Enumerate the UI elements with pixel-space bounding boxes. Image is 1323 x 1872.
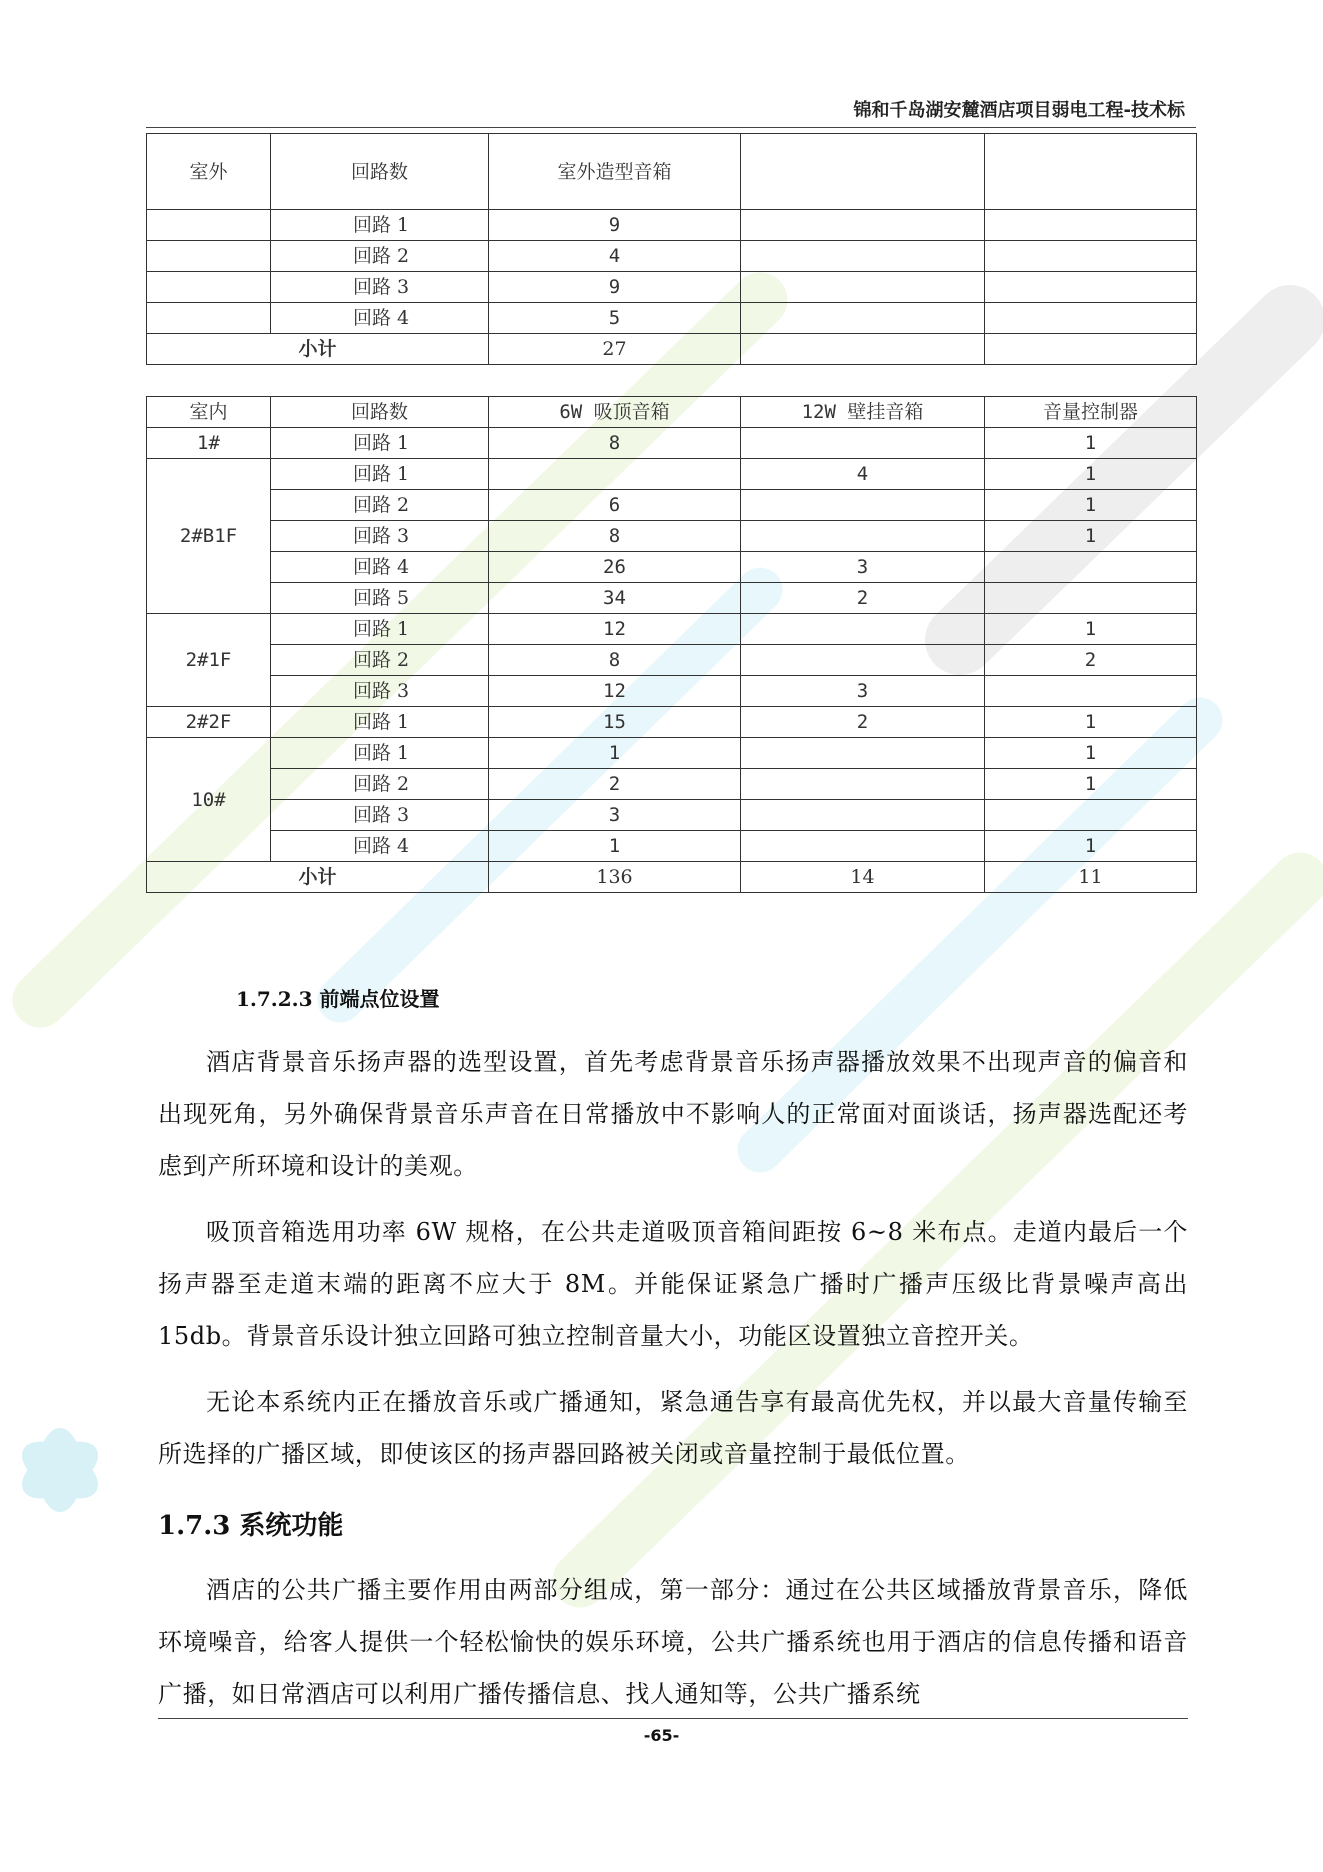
wall-speaker-cell <box>741 490 985 521</box>
area-cell: 10# <box>147 738 271 862</box>
table-row <box>147 241 1197 272</box>
table-row <box>147 459 1197 490</box>
page-number: -65- <box>643 1726 680 1745</box>
volume-controller-cell <box>985 583 1197 614</box>
header-cell: 室外造型音箱 <box>489 134 741 210</box>
wall-speaker-cell: 4 <box>741 459 985 490</box>
area-cell <box>147 241 271 272</box>
wall-speaker-cell: 2 <box>741 583 985 614</box>
empty-cell <box>741 272 985 303</box>
circuit-cell: 回路 1 <box>271 210 489 241</box>
table-row <box>147 272 1197 303</box>
circuit-cell: 回路 5 <box>271 583 489 614</box>
wall-speaker-cell <box>741 831 985 862</box>
ceiling-speaker-cell: 12 <box>489 614 741 645</box>
area-cell <box>147 210 271 241</box>
header-cell: 6W 吸顶音箱 <box>489 397 741 428</box>
volume-controller-cell <box>985 552 1197 583</box>
subtotal-row <box>147 862 1197 893</box>
table-row <box>147 303 1197 334</box>
volume-controller-cell <box>985 800 1197 831</box>
subtotal-wall: 14 <box>741 862 985 893</box>
circuit-cell: 回路 2 <box>271 645 489 676</box>
area-cell <box>147 303 271 334</box>
table-row <box>147 738 1197 769</box>
outdoor-speaker-table <box>146 133 1197 365</box>
volume-controller-cell: 1 <box>985 614 1197 645</box>
wall-speaker-cell <box>741 428 985 459</box>
ceiling-speaker-cell: 26 <box>489 552 741 583</box>
area-cell: 2#1F <box>147 614 271 707</box>
circuit-cell: 回路 4 <box>271 831 489 862</box>
circuit-cell: 回路 1 <box>271 707 489 738</box>
empty-cell <box>985 210 1197 241</box>
speaker-count-cell: 9 <box>489 272 741 303</box>
table-row <box>147 490 1197 521</box>
table-row <box>147 769 1197 800</box>
ceiling-speaker-cell: 8 <box>489 645 741 676</box>
ceiling-speaker-cell: 34 <box>489 583 741 614</box>
paragraph: 酒店背景音乐扬声器的选型设置，首先考虑背景音乐扬声器播放效果不出现声音的偏音和出现死角，另外确保背景音乐声音在日常播放中不影响人的正常面对面谈话，扬声器选配还考虑到产所环境和设计的美观。 <box>158 1048 1188 1180</box>
circuit-cell: 回路 3 <box>271 800 489 831</box>
circuit-cell: 回路 1 <box>271 614 489 645</box>
table-row <box>147 552 1197 583</box>
volume-controller-cell: 1 <box>985 769 1197 800</box>
header-cell: 室外 <box>147 134 271 210</box>
ceiling-speaker-cell: 6 <box>489 490 741 521</box>
header-cell: 回路数 <box>271 397 489 428</box>
empty-cell <box>985 334 1197 365</box>
wall-speaker-cell: 2 <box>741 707 985 738</box>
volume-controller-cell: 1 <box>985 428 1197 459</box>
circuit-cell: 回路 1 <box>271 428 489 459</box>
table-row <box>147 583 1197 614</box>
volume-controller-cell: 1 <box>985 707 1197 738</box>
circuit-cell: 回路 3 <box>271 272 489 303</box>
circuit-cell: 回路 2 <box>271 241 489 272</box>
indoor-speaker-table <box>146 396 1197 893</box>
wall-speaker-cell <box>741 738 985 769</box>
wall-speaker-cell <box>741 614 985 645</box>
table-row <box>147 831 1197 862</box>
empty-cell <box>985 303 1197 334</box>
subtotal-row <box>147 334 1197 365</box>
volume-controller-cell: 1 <box>985 521 1197 552</box>
ceiling-speaker-cell <box>489 459 741 490</box>
table-row <box>147 800 1197 831</box>
header-cell <box>741 134 985 210</box>
empty-cell <box>741 210 985 241</box>
wall-speaker-cell: 3 <box>741 676 985 707</box>
table-row <box>147 707 1197 738</box>
paragraph: 吸顶音箱选用功率 6W 规格，在公共走道吸顶音箱间距按 6~8 米布点。走道内最后一个扬声器至走道末端的距离不应大于 8M。并能保证紧急广播时广播声压级比背景噪声高出 15db。背景音乐设计独立回路可独立控制音量大小，功能区设置独立音控开关。 <box>158 1218 1188 1350</box>
volume-controller-cell: 1 <box>985 831 1197 862</box>
subtotal-label: 小计 <box>147 334 489 365</box>
circuit-cell: 回路 2 <box>271 769 489 800</box>
table-header-row <box>147 397 1197 428</box>
area-cell: 2#B1F <box>147 459 271 614</box>
header-cell: 音量控制器 <box>985 397 1197 428</box>
subtotal-speakers: 27 <box>489 334 741 365</box>
speaker-count-cell: 4 <box>489 241 741 272</box>
circuit-cell: 回路 3 <box>271 676 489 707</box>
table-row <box>147 645 1197 676</box>
wall-speaker-cell <box>741 769 985 800</box>
circuit-cell: 回路 4 <box>271 552 489 583</box>
speaker-count-cell: 9 <box>489 210 741 241</box>
circuit-cell: 回路 1 <box>271 738 489 769</box>
table-header-row <box>147 134 1197 210</box>
area-cell <box>147 272 271 303</box>
empty-cell <box>985 241 1197 272</box>
empty-cell <box>741 241 985 272</box>
section-heading-1-7-3: 1.7.3 系统功能 <box>158 1511 344 1541</box>
ceiling-speaker-cell: 8 <box>489 521 741 552</box>
ceiling-speaker-cell: 1 <box>489 738 741 769</box>
wall-speaker-cell <box>741 645 985 676</box>
ceiling-speaker-cell: 15 <box>489 707 741 738</box>
header-cell: 回路数 <box>271 134 489 210</box>
wall-speaker-cell <box>741 521 985 552</box>
table-row <box>147 676 1197 707</box>
circuit-cell: 回路 1 <box>271 459 489 490</box>
volume-controller-cell: 1 <box>985 738 1197 769</box>
subtotal-label: 小计 <box>147 862 489 893</box>
paragraph: 酒店的公共广播主要作用由两部分组成，第一部分：通过在公共区域播放背景音乐，降低环境噪音，给客人提供一个轻松愉快的娱乐环境，公共广播系统也用于酒店的信息传播和语音广播，如日常酒店可以利用广播传播信息、找人通知等，公共广播系统 <box>158 1576 1188 1708</box>
header-cell: 室内 <box>147 397 271 428</box>
wall-speaker-cell: 3 <box>741 552 985 583</box>
circuit-cell: 回路 3 <box>271 521 489 552</box>
section-heading-1-7-2-3: 1.7.2.3 前端点位设置 <box>236 987 440 1011</box>
table-row <box>147 210 1197 241</box>
table-row <box>147 521 1197 552</box>
paragraph: 无论本系统内正在播放音乐或广播通知，紧急通告享有最高优先权，并以最大音量传输至所选择的广播区域，即使该区的扬声器回路被关闭或音量控制于最低位置。 <box>158 1388 1188 1468</box>
ceiling-speaker-cell: 2 <box>489 769 741 800</box>
subtotal-ceiling: 136 <box>489 862 741 893</box>
table-row <box>147 614 1197 645</box>
watermark-flower-icon <box>13 1428 108 1512</box>
ceiling-speaker-cell: 12 <box>489 676 741 707</box>
header-cell <box>985 134 1197 210</box>
ceiling-speaker-cell: 8 <box>489 428 741 459</box>
circuit-cell: 回路 2 <box>271 490 489 521</box>
header-cell: 12W 壁挂音箱 <box>741 397 985 428</box>
wall-speaker-cell <box>741 800 985 831</box>
subtotal-volume: 11 <box>985 862 1197 893</box>
ceiling-speaker-cell: 1 <box>489 831 741 862</box>
table-row <box>147 428 1197 459</box>
volume-controller-cell: 1 <box>985 490 1197 521</box>
empty-cell <box>985 272 1197 303</box>
header-rule <box>146 127 1196 128</box>
speaker-count-cell: 5 <box>489 303 741 334</box>
document-header-title: 锦和千岛湖安麓酒店项目弱电工程-技术标 <box>853 100 1185 121</box>
volume-controller-cell <box>985 676 1197 707</box>
footer-rule <box>158 1718 1188 1719</box>
empty-cell <box>741 303 985 334</box>
area-cell: 2#2F <box>147 707 271 738</box>
area-cell: 1# <box>147 428 271 459</box>
ceiling-speaker-cell: 3 <box>489 800 741 831</box>
volume-controller-cell: 2 <box>985 645 1197 676</box>
empty-cell <box>741 334 985 365</box>
volume-controller-cell: 1 <box>985 459 1197 490</box>
circuit-cell: 回路 4 <box>271 303 489 334</box>
